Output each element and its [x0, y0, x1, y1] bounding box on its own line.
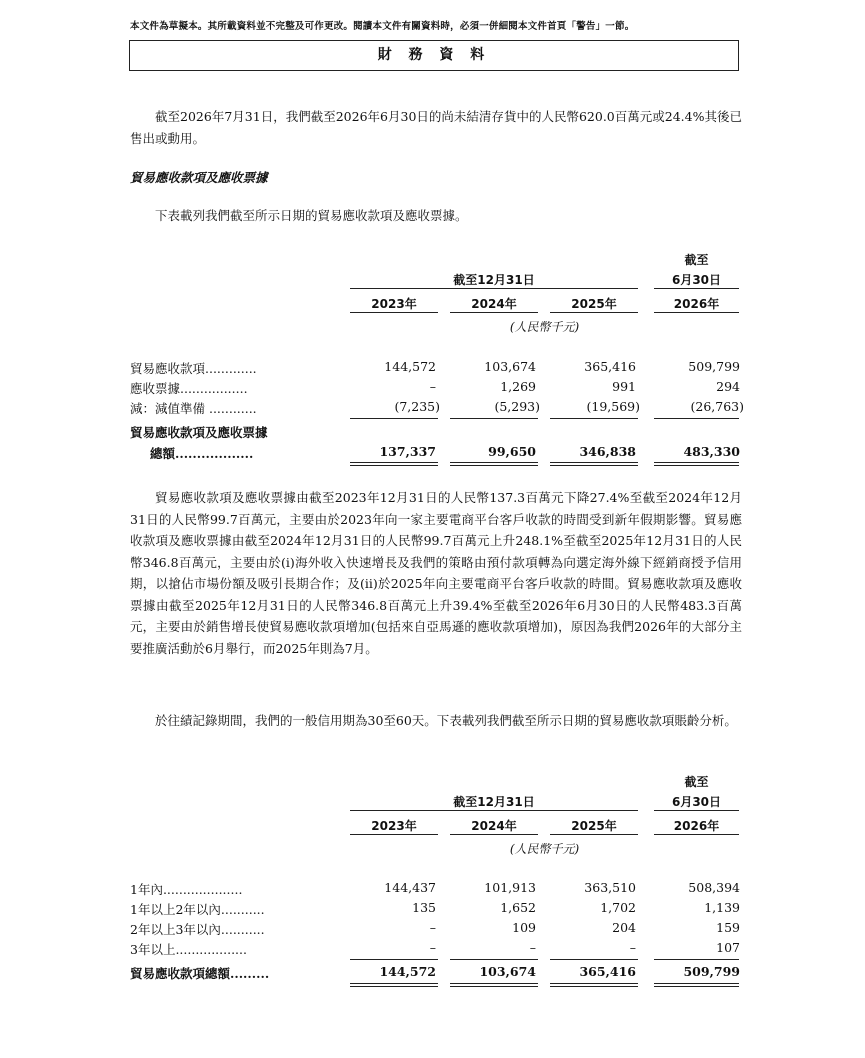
year-header: 2023年	[371, 297, 417, 311]
year-header: 2026年	[673, 297, 720, 311]
cell-value: 101,913	[484, 880, 536, 895]
total-value: 346,838	[579, 444, 636, 459]
cell-value: (7,235)	[394, 399, 440, 414]
cell-value: 1,702	[600, 900, 636, 915]
cell-value: (19,569)	[586, 399, 640, 414]
row-label: 減：減值準備 ............	[130, 401, 257, 416]
total-value: 365,416	[579, 964, 636, 979]
row-label: 應收票據.................	[130, 381, 248, 396]
cell-value: (26,763)	[690, 399, 744, 414]
cell-value: 365,416	[584, 359, 636, 374]
total-label: 貿易應收款項總額.........	[130, 966, 270, 981]
unit-label: (人民幣千元)	[509, 842, 580, 856]
group-header: 截至12月31日	[453, 795, 535, 809]
total-value: 144,572	[379, 964, 436, 979]
year-header: 2024年	[471, 297, 517, 311]
year-header: 2026年	[673, 819, 720, 833]
cell-value: 159	[716, 920, 740, 935]
cell-value: –	[429, 379, 436, 394]
cell-value: 991	[612, 379, 636, 394]
cell-value: 204	[612, 920, 636, 935]
cell-value: –	[429, 920, 436, 935]
analysis-paragraph: 貿易應收款項及應收票據由截至2023年12月31日的人民幣137.3百萬元下降27.4%至截至2024年12月31日的人民幣99.7百萬元，主要由於2023年向一家主要電商平台客戶收款的時間受到新年假期影響。貿易應收款項及應收票據由截至2024年12月31日的人民幣99.7百萬元上升248.1%至截至2025年12月31日的人民幣346.8百萬元，主要由於(i)海外收入快速增長及我們的策略由預付款項轉為向選定海外線下經銷商授予信用期，以搶佔市場份額及吸引長期合作；及(ii)於2025年向主要電商平台客戶收款的時間。貿易應收款項及應收票據由截至2025年12月31日的人民幣346.8百萬元上升39.4%至截至2026年6月30日的人民幣483.3百萬元，主要由於銷售增長使貿易應收款項增加(包括來自亞馬遜的應收款項增加)，原因為我們2026年的大部分主要推廣活動於6月舉行，而2025年則為7月。	[130, 490, 742, 656]
cell-value: (5,293)	[494, 399, 540, 414]
cell-value: 135	[412, 900, 436, 915]
cell-value: –	[429, 940, 436, 955]
total-value: 137,337	[379, 444, 436, 459]
cell-value: 363,510	[584, 880, 636, 895]
unit-label: (人民幣千元)	[509, 320, 580, 334]
cell-value: 103,674	[484, 359, 536, 374]
total-value: 103,674	[479, 964, 536, 979]
as-of-label-line1: 截至	[684, 775, 709, 789]
sub-heading: 貿易應收款項及應收票據	[130, 170, 268, 185]
cell-value: 144,437	[384, 880, 436, 895]
row-label: 1年以上2年以內...........	[130, 902, 265, 917]
total-value: 99,650	[488, 444, 536, 459]
cell-value: 508,394	[688, 880, 740, 895]
table1-intro: 下表載列我們截至所示日期的貿易應收款項及應收票據。	[155, 208, 468, 223]
draft-disclaimer: 本文件為草擬本。其所載資料並不完整及可作更改。閱讀本文件有關資料時，必須一併細閱本文件首頁「警告」一節。	[130, 21, 635, 32]
cell-value: 294	[716, 379, 740, 394]
section-title: 財 務 資 料	[129, 40, 739, 71]
row-label: 1年內....................	[130, 882, 243, 897]
total-value: 509,799	[683, 964, 740, 979]
as-of-label-line2: 6月30日	[671, 273, 722, 287]
cell-value: 1,269	[500, 379, 536, 394]
intro-paragraph: 截至2026年7月31日，我們截至2026年6月30日的尚未結清存貨中的人民幣620.0百萬元或24.4%其後已售出或動用。	[130, 109, 742, 146]
as-of-label-line1: 截至	[684, 253, 709, 267]
cell-value: 144,572	[384, 359, 436, 374]
cell-value: 1,139	[704, 900, 740, 915]
cell-value: –	[629, 940, 636, 955]
year-header: 2025年	[571, 297, 617, 311]
cell-value: 1,652	[500, 900, 536, 915]
row-label: 貿易應收款項.............	[130, 361, 257, 376]
credit-paragraph: 於往績記錄期間，我們的一般信用期為30至60天。下表載列我們截至所示日期的貿易應收款項賬齡分析。	[155, 713, 737, 728]
year-header: 2025年	[571, 819, 617, 833]
cell-value: 109	[512, 920, 536, 935]
total-label: 貿易應收款項及應收票據	[130, 425, 268, 440]
cell-value: 107	[716, 940, 740, 955]
year-header: 2024年	[471, 819, 517, 833]
total-label: 總額..................	[150, 446, 254, 461]
cell-value: 509,799	[688, 359, 740, 374]
cell-value: –	[529, 940, 536, 955]
row-label: 2年以上3年以內...........	[130, 922, 265, 937]
as-of-label-line2: 6月30日	[671, 795, 722, 809]
group-header: 截至12月31日	[453, 273, 535, 287]
total-value: 483,330	[683, 444, 740, 459]
year-header: 2023年	[371, 819, 417, 833]
row-label: 3年以上..................	[130, 942, 247, 957]
